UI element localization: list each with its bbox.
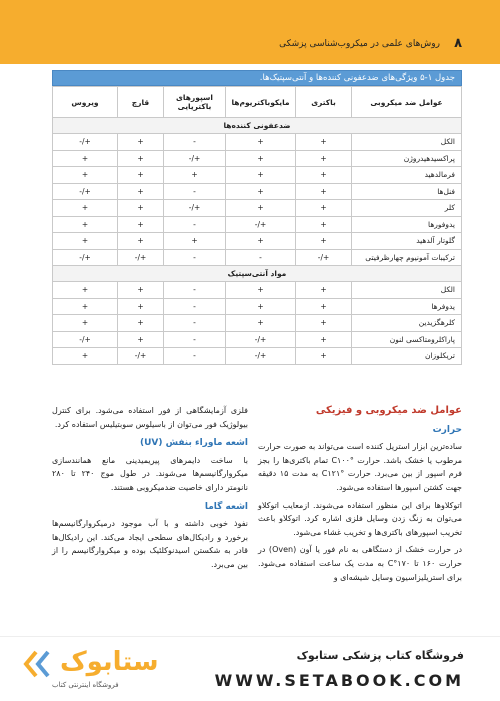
table-row: [53, 167, 462, 184]
value-cell: +: [296, 282, 352, 299]
col-header: مایکوباکتریوم‌ها: [226, 87, 296, 118]
value-cell: +: [296, 331, 352, 348]
agent-name-cell: کلرهگزیدین: [352, 315, 462, 332]
agent-name-cell: کلر: [352, 200, 462, 217]
value-cell: +/-: [226, 216, 296, 233]
subheading-heat: حرارت: [432, 424, 462, 435]
value-cell: +: [53, 282, 118, 299]
table-row: [53, 150, 462, 167]
value-cell: +: [53, 216, 118, 233]
page-header: [38, 36, 462, 58]
table-row: [53, 331, 462, 348]
value-cell: +: [118, 150, 164, 167]
agent-name-cell: پاراکلرومتاکسی لنون: [352, 331, 462, 348]
value-cell: +: [118, 233, 164, 250]
value-cell: +: [226, 167, 296, 184]
value-cell: +: [118, 216, 164, 233]
value-cell: +: [296, 233, 352, 250]
col-header: باکتری: [296, 87, 352, 118]
section-heading: عوامل ضد میکروبی و فیزیکی: [315, 405, 462, 416]
properties-table: [52, 70, 462, 365]
section-title: مواد آنتی‌سپتیک: [53, 266, 462, 282]
agent-name-cell: یدوفرها: [352, 298, 462, 315]
col-header: اسپورهای باکتریایی: [164, 87, 226, 118]
left-column: [52, 404, 248, 576]
table-caption: جدول ۱-۵ ویژگی‌های ضدعفونی کننده‌ها و آنتی‌سپتیک‌ها.: [52, 70, 462, 86]
right-column: [258, 404, 462, 588]
value-cell: +/-: [296, 249, 352, 266]
value-cell: +: [53, 150, 118, 167]
agent-name-cell: تریکلوزان: [352, 348, 462, 365]
table-row: [53, 183, 462, 200]
setabook-logo: [22, 645, 159, 695]
value-cell: +/-: [53, 134, 118, 151]
value-cell: +: [53, 298, 118, 315]
value-cell: +: [118, 183, 164, 200]
value-cell: +: [53, 200, 118, 217]
value-cell: +: [296, 348, 352, 365]
value-cell: +: [296, 134, 352, 151]
value-cell: +: [226, 134, 296, 151]
value-cell: +: [296, 183, 352, 200]
value-cell: +: [118, 315, 164, 332]
table-row: [53, 315, 462, 332]
value-cell: +: [226, 298, 296, 315]
table-row: [53, 298, 462, 315]
logo-text: ستابوک: [60, 647, 159, 677]
table-header-row: [53, 87, 462, 118]
value-cell: +: [296, 167, 352, 184]
value-cell: +/-: [226, 331, 296, 348]
section-row-antiseptics: [53, 266, 462, 282]
value-cell: -: [164, 348, 226, 365]
agent-name-cell: پراکسیدهیدروژن: [352, 150, 462, 167]
value-cell: +: [118, 331, 164, 348]
value-cell: +/-: [164, 200, 226, 217]
value-cell: +: [53, 348, 118, 365]
col-header: قارچ: [118, 87, 164, 118]
section-title: ضدعفونی کننده‌ها: [53, 118, 462, 134]
value-cell: +: [118, 200, 164, 217]
shop-name: فروشگاه کتاب پزشکی ستابوک: [296, 649, 464, 662]
value-cell: +: [296, 200, 352, 217]
table-row: [53, 200, 462, 217]
value-cell: +/-: [118, 249, 164, 266]
website-link[interactable]: WWW.SETABOOK.COM: [214, 671, 464, 690]
table-row: [53, 216, 462, 233]
agent-name-cell: فرمالدهید: [352, 167, 462, 184]
value-cell: +/-: [226, 348, 296, 365]
value-cell: -: [164, 134, 226, 151]
agent-name-cell: گلوتار آلدهید: [352, 233, 462, 250]
agent-name-cell: ترکیبات آمونیوم چهارظرفیتی: [352, 249, 462, 266]
paragraph: ساده‌ترین ابزار استریل کننده است می‌تواند به صورت حرارت مرطوب یا خشک باشد. حرارت °C۱۰۰ تمام باکتری‌ها را بجز فرم اسپور از بین می‌برد. حرارت °C۱۲۱ به مدت ۱۵ دقیقه جهت کشتن اسپورها استفاده می‌شود.: [258, 442, 462, 492]
value-cell: +: [226, 315, 296, 332]
col-header: ویروس: [53, 87, 118, 118]
value-cell: +: [296, 216, 352, 233]
value-cell: +: [226, 183, 296, 200]
table-row: [53, 233, 462, 250]
running-title: روش‌های علمی در میکروب‌شناسی پزشکی: [279, 39, 440, 49]
chevron-logo-icon: [22, 649, 56, 679]
agent-name-cell: فنل‌ها: [352, 183, 462, 200]
value-cell: -: [226, 249, 296, 266]
value-cell: -: [164, 183, 226, 200]
section-row-disinfectants: [53, 118, 462, 134]
paragraph: در حرارت خشک از دستگاهی به نام فور یا آون (Oven) در حرارت ۱۶۰ تا ۱۷۰°C به مدت یک ساعت استفاده می‌شود. برای استریلیزاسیون وسایل شیشه‌ای و: [258, 545, 463, 582]
paragraph: اتوکلاوها برای این منظور استفاده می‌شوند. ازمعایب اتوکلاو می‌توان به زنگ زدن وسایل فلزی اشاره کرد. اتوکلاو باعث تخریب اسپورهای باکتری‌ها و تخریب غشاء می‌شود.: [258, 500, 462, 537]
table-row: [53, 249, 462, 266]
value-cell: +: [53, 315, 118, 332]
table-row: [53, 282, 462, 299]
value-cell: -: [164, 298, 226, 315]
table-row: [53, 348, 462, 365]
value-cell: +: [226, 282, 296, 299]
value-cell: -: [164, 331, 226, 348]
value-cell: +/-: [164, 150, 226, 167]
table-grid: [52, 86, 462, 365]
agent-name-cell: الکل: [352, 134, 462, 151]
value-cell: +: [296, 150, 352, 167]
page-number: ۸: [454, 36, 462, 51]
value-cell: +: [226, 150, 296, 167]
value-cell: -: [164, 216, 226, 233]
value-cell: +: [164, 167, 226, 184]
paragraph: با ساخت دایمرهای پیریمیدینی مانع همانندسازی میکروارگانیسم‌ها می‌شوند. در طول موج ۲۴۰ تا ۲۸۰ نانومتر دارای خاصیت ضدمیکروبی هستند.: [52, 455, 249, 492]
value-cell: +/-: [53, 183, 118, 200]
value-cell: +: [118, 298, 164, 315]
subheading-gamma: اشعه گاما: [204, 501, 248, 512]
value-cell: +: [118, 134, 164, 151]
value-cell: +: [296, 298, 352, 315]
footer-banner: [0, 636, 500, 701]
value-cell: -: [164, 249, 226, 266]
logo-subtitle: فروشگاه اینترنتی کتاب: [52, 681, 119, 689]
agent-name-cell: الکل: [352, 282, 462, 299]
value-cell: +: [296, 315, 352, 332]
value-cell: -: [164, 282, 226, 299]
value-cell: +: [53, 233, 118, 250]
agent-name-cell: یدوفورها: [352, 216, 462, 233]
value-cell: +: [53, 167, 118, 184]
value-cell: +: [118, 282, 164, 299]
value-cell: +/-: [118, 348, 164, 365]
value-cell: +: [118, 167, 164, 184]
col-header: عوامل ضد میکروبی: [352, 87, 462, 118]
table-row: [53, 134, 462, 151]
paragraph: فلزی آزمایشگاهی از فور استفاده می‌شود. برای کنترل بیولوژیک فور می‌توان از باسیلوس سوبتیلیس استفاده کرد.: [52, 406, 248, 429]
value-cell: +/-: [53, 249, 118, 266]
value-cell: +: [226, 233, 296, 250]
paragraph: نفوذ خوبی داشته و با آب موجود درمیکروارگانیسم‌ها برخورد و رادیکال‌های سطحی ایجاد می‌کند. این رادیکال‌ها قادر به شکستن اسیدنوکلئیک بوده و میکروارگانیسم را از بین می‌برد.: [52, 519, 248, 569]
value-cell: +: [226, 200, 296, 217]
value-cell: +/-: [53, 331, 118, 348]
value-cell: +: [164, 233, 226, 250]
subheading-uv: اشعه ماوراء بنفش (UV): [139, 438, 248, 449]
value-cell: -: [164, 315, 226, 332]
